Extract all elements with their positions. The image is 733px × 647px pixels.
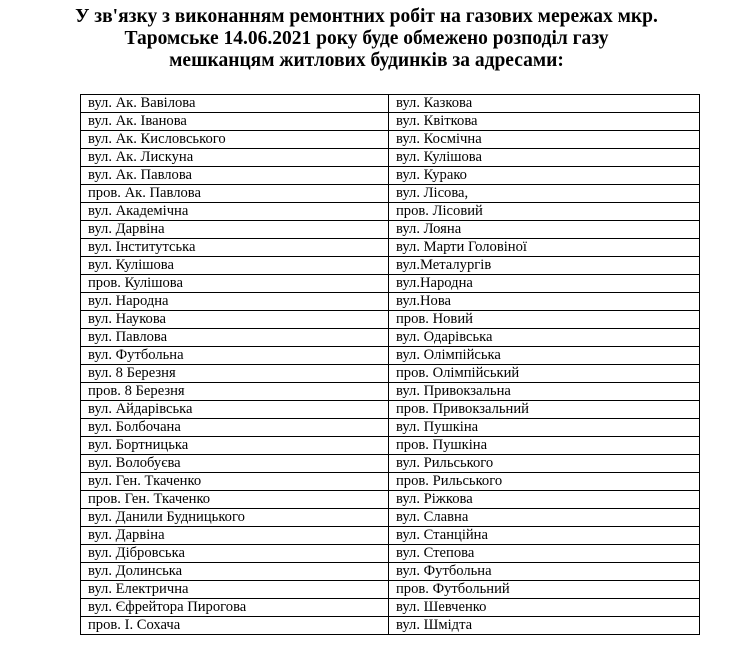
table-row <box>81 221 700 239</box>
table-row <box>81 347 700 365</box>
table-row <box>81 203 700 221</box>
table-row <box>81 257 700 275</box>
table-row <box>81 545 700 563</box>
table-row <box>81 329 700 347</box>
table-row <box>81 383 700 401</box>
table-row <box>81 419 700 437</box>
address-cell-left: вул. Кулішова <box>81 257 389 275</box>
address-cell-right: вул. Лояна <box>389 221 700 239</box>
address-cell-right: вул. Одарівська <box>389 329 700 347</box>
address-cell-right: пров. Новий <box>389 311 700 329</box>
address-cell-left: вул. Єфрейтора Пирогова <box>81 599 389 617</box>
table-row <box>81 293 700 311</box>
address-table-body <box>81 95 700 635</box>
address-cell-right: вул. Ріжкова <box>389 491 700 509</box>
table-row <box>81 581 700 599</box>
address-cell-left: пров. Кулішова <box>81 275 389 293</box>
address-cell-left: вул. Ак. Кисловського <box>81 131 389 149</box>
address-cell-left: вул. Дарвіна <box>81 527 389 545</box>
address-cell-left: вул. Волобуєва <box>81 455 389 473</box>
address-cell-left: вул. Айдарівська <box>81 401 389 419</box>
address-cell-left: вул. Дібровська <box>81 545 389 563</box>
address-cell-right: вул. Станційна <box>389 527 700 545</box>
table-row <box>81 617 700 635</box>
table-row <box>81 509 700 527</box>
table-row <box>81 563 700 581</box>
notice-heading <box>0 6 733 72</box>
address-cell-right: вул. Рильського <box>389 455 700 473</box>
address-cell-left: вул. 8 Березня <box>81 365 389 383</box>
address-cell-left: вул. Футбольна <box>81 347 389 365</box>
address-cell-right: вул. Казкова <box>389 95 700 113</box>
address-cell-right: вул. Курако <box>389 167 700 185</box>
address-cell-right: пров. Привокзальний <box>389 401 700 419</box>
table-row <box>81 473 700 491</box>
address-cell-left: вул. Інститутська <box>81 239 389 257</box>
address-cell-right: вул. Степова <box>389 545 700 563</box>
address-cell-left: пров. Ак. Павлова <box>81 185 389 203</box>
address-cell-right: вул. Олімпійська <box>389 347 700 365</box>
address-cell-right: вул. Футбольна <box>389 563 700 581</box>
address-cell-left: пров. І. Сохача <box>81 617 389 635</box>
address-cell-right: пров. Рильського <box>389 473 700 491</box>
address-cell-right: пров. Пушкіна <box>389 437 700 455</box>
table-row <box>81 401 700 419</box>
address-cell-right: вул. Привокзальна <box>389 383 700 401</box>
address-cell-right: вул. Славна <box>389 509 700 527</box>
heading-line: мешканцям житлових будинків за адресами: <box>169 50 564 71</box>
table-row <box>81 599 700 617</box>
address-cell-left: вул. Ак. Лискуна <box>81 149 389 167</box>
address-cell-left: пров. Ген. Ткаченко <box>81 491 389 509</box>
table-row <box>81 365 700 383</box>
address-cell-left: вул. Наукова <box>81 311 389 329</box>
address-cell-left: вул. Ген. Ткаченко <box>81 473 389 491</box>
table-row <box>81 239 700 257</box>
table-row <box>81 185 700 203</box>
address-cell-left: вул. Електрична <box>81 581 389 599</box>
address-table <box>80 94 700 635</box>
address-cell-left: вул. Долинська <box>81 563 389 581</box>
table-row <box>81 131 700 149</box>
address-cell-left: пров. 8 Березня <box>81 383 389 401</box>
address-cell-right: вул. Космічна <box>389 131 700 149</box>
table-row <box>81 437 700 455</box>
address-cell-left: вул. Ак. Іванова <box>81 113 389 131</box>
address-cell-right: вул.Металургів <box>389 257 700 275</box>
address-cell-right: вул.Нова <box>389 293 700 311</box>
address-cell-left: вул. Павлова <box>81 329 389 347</box>
address-cell-left: вул. Академічна <box>81 203 389 221</box>
table-row <box>81 311 700 329</box>
table-row <box>81 455 700 473</box>
address-cell-left: вул. Дарвіна <box>81 221 389 239</box>
heading-line: Таромське 14.06.2021 року буде обмежено розподіл газу <box>124 28 609 49</box>
address-cell-right: вул. Шмідта <box>389 617 700 635</box>
address-cell-right: пров. Лісовий <box>389 203 700 221</box>
address-cell-right: вул. Шевченко <box>389 599 700 617</box>
address-cell-right: вул.Народна <box>389 275 700 293</box>
table-row <box>81 113 700 131</box>
table-row <box>81 527 700 545</box>
address-cell-left: вул. Болбочана <box>81 419 389 437</box>
table-row <box>81 275 700 293</box>
address-cell-right: пров. Олімпійський <box>389 365 700 383</box>
address-cell-right: вул. Квіткова <box>389 113 700 131</box>
address-cell-right: вул. Кулішова <box>389 149 700 167</box>
address-cell-left: вул. Народна <box>81 293 389 311</box>
table-row <box>81 149 700 167</box>
table-row <box>81 95 700 113</box>
address-cell-left: вул. Бортницька <box>81 437 389 455</box>
address-cell-right: вул. Марти Головіної <box>389 239 700 257</box>
table-row <box>81 167 700 185</box>
address-cell-right: вул. Пушкіна <box>389 419 700 437</box>
heading-line: У зв'язку з виконанням ремонтних робіт на газових мережах мкр. <box>75 6 658 27</box>
address-cell-left: вул. Ак. Вавілова <box>81 95 389 113</box>
address-cell-left: вул. Данили Будницького <box>81 509 389 527</box>
table-row <box>81 491 700 509</box>
address-cell-right: вул. Лісова, <box>389 185 700 203</box>
address-cell-right: пров. Футбольний <box>389 581 700 599</box>
address-cell-left: вул. Ак. Павлова <box>81 167 389 185</box>
